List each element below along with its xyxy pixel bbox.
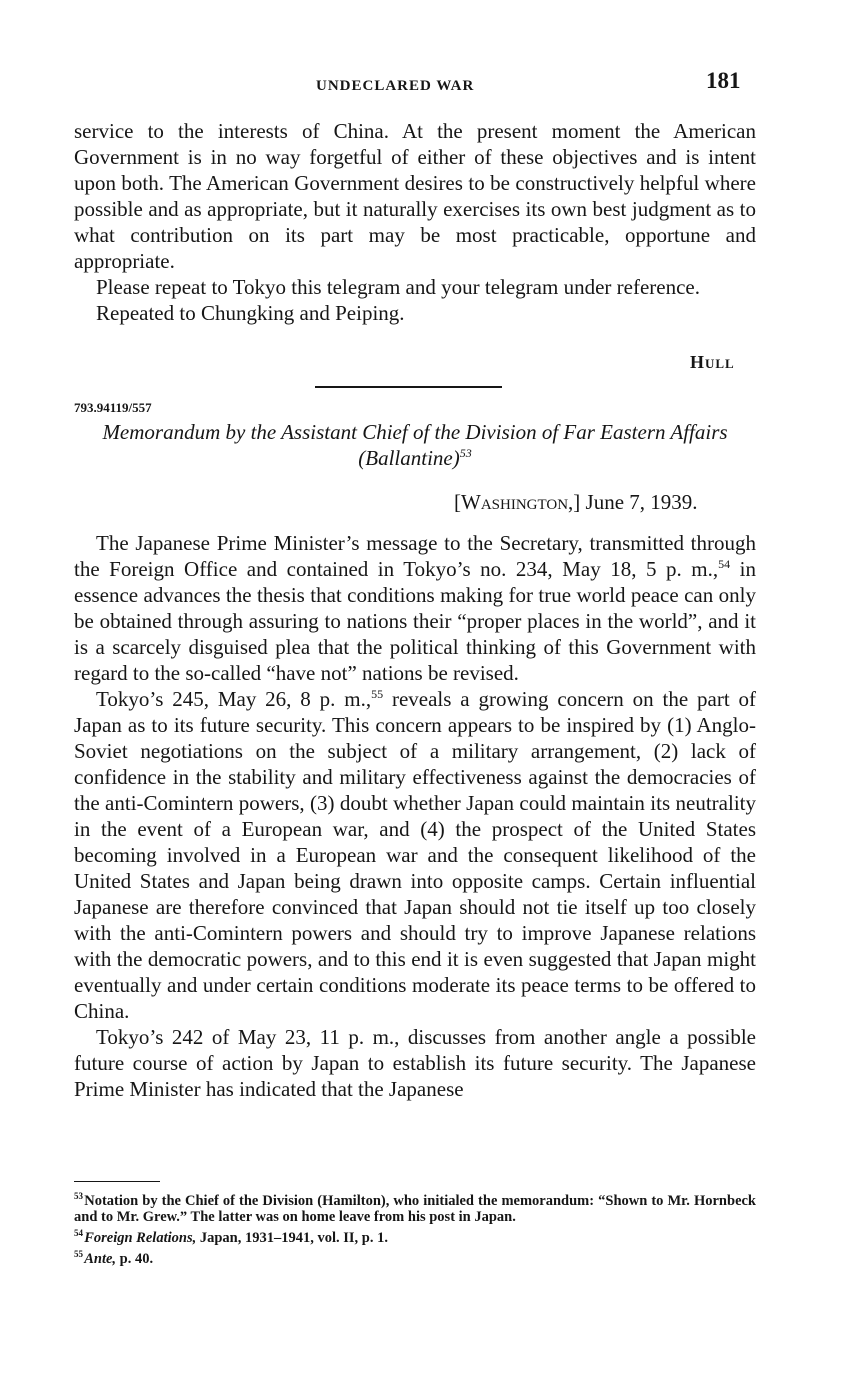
- footnotes: [74, 1188, 756, 1266]
- footnote-title: Foreign Relations,: [84, 1229, 197, 1246]
- footnote-divider: [74, 1181, 160, 1182]
- continued-telegram-text: [74, 118, 756, 326]
- footnote-text: Japan, 1931–1941, vol. II, p. 1.: [196, 1229, 388, 1246]
- footnote-mark: 55: [74, 1248, 83, 1259]
- footnote-ref: 54: [718, 557, 731, 571]
- paragraph: Please repeat to Tokyo this telegram and your telegram under reference.: [96, 275, 700, 299]
- memorandum-body: [74, 530, 756, 1102]
- dateline-date: June 7, 1939.: [585, 490, 698, 514]
- footnote-ref: 53: [459, 446, 472, 460]
- file-number: 793.94119/557: [74, 400, 152, 415]
- section-divider: [315, 386, 502, 388]
- page-number: 181: [706, 68, 741, 93]
- document-title: [74, 419, 756, 471]
- paragraph-text: in essence advances the thesis that conditions making for true world peace can only be obtained through assuring to nations their “proper places in the world”, and it is a scarcely disguised plea that the political thinking of this Government with regard to the so-called “have not” nations be revised.: [74, 557, 756, 685]
- footnote-text: Notation by the Chief of the Division (Hamilton), who initialed the memorandum: “Shown to Mr. Hornbeck and to Mr. Grew.” The latter was on home leave from his post in Japan.: [74, 1192, 756, 1225]
- paragraph: [74, 686, 756, 1024]
- paragraph-text: The Japanese Prime Minister’s message to the Secretary, transmitted through the Foreign Office and contained in Tokyo’s no. 234, May 18, 5 p. m.,: [74, 531, 756, 581]
- document-title-text: Memorandum by the Assistant Chief of the Division of Far Eastern Affairs (Ballantine): [102, 420, 728, 470]
- paragraph-text: reveals a growing concern on the part of Japan as to its future security. This concern appears to be inspired by (1) Anglo-Soviet negotiations on the subject of a military arrangement, (2) lack of confidence in the stability and military effectiveness against the democracies of the anti-Comintern powers, (3) doubt whether Japan could maintain its neutrality in the event of a European war, and (4) the prospect of the United States becoming involved in a European war and the consequent likelihood of the United States and Japan being drawn into opposite camps. Certain influential Japanese are therefore convinced that Japan should not tie itself up too closely with the anti-Comintern powers and should try to improve Japanese relations with the democratic powers, and to this end it is even suggested that Japan might eventually and under certain conditions moderate its peace terms to be offered to China.: [74, 687, 757, 1023]
- paragraph: Tokyo’s 242 of May 23, 11 p. m., discusses from another angle a possible future course of action by Japan to establish its future security. The Japanese Prime Minister has indicated that the Japanese: [74, 1025, 756, 1101]
- footnote-mark: 54: [74, 1227, 83, 1238]
- dateline: [Washington,] June 7, 1939.: [454, 490, 698, 514]
- paragraph: service to the interests of China. At the present moment the American Government is in no way forgetful of either of these objectives and is intent upon both. The American Government desires to be constructively helpful where possible and as appropriate, but it naturally exercises its own best judgment as to what contribution on its part may be most practicable, opportune and appropriate.: [74, 119, 756, 273]
- footnote: [74, 1246, 756, 1267]
- paragraph: [74, 530, 756, 686]
- running-head: UNDECLARED WAR: [316, 78, 475, 94]
- footnote-mark: 53: [74, 1191, 83, 1201]
- paragraph-text: Tokyo’s 245, May 26, 8 p. m.,: [96, 687, 372, 711]
- footnote-text: p. 40.: [116, 1250, 154, 1267]
- footnote-title: Ante,: [84, 1250, 117, 1267]
- footnote-ref: 55: [371, 687, 384, 701]
- footnote: [74, 1225, 756, 1246]
- signature: Hull: [690, 352, 735, 372]
- footnote: [74, 1188, 756, 1225]
- paragraph: Repeated to Chungking and Peiping.: [96, 301, 405, 325]
- dateline-place: Washington,: [461, 490, 574, 514]
